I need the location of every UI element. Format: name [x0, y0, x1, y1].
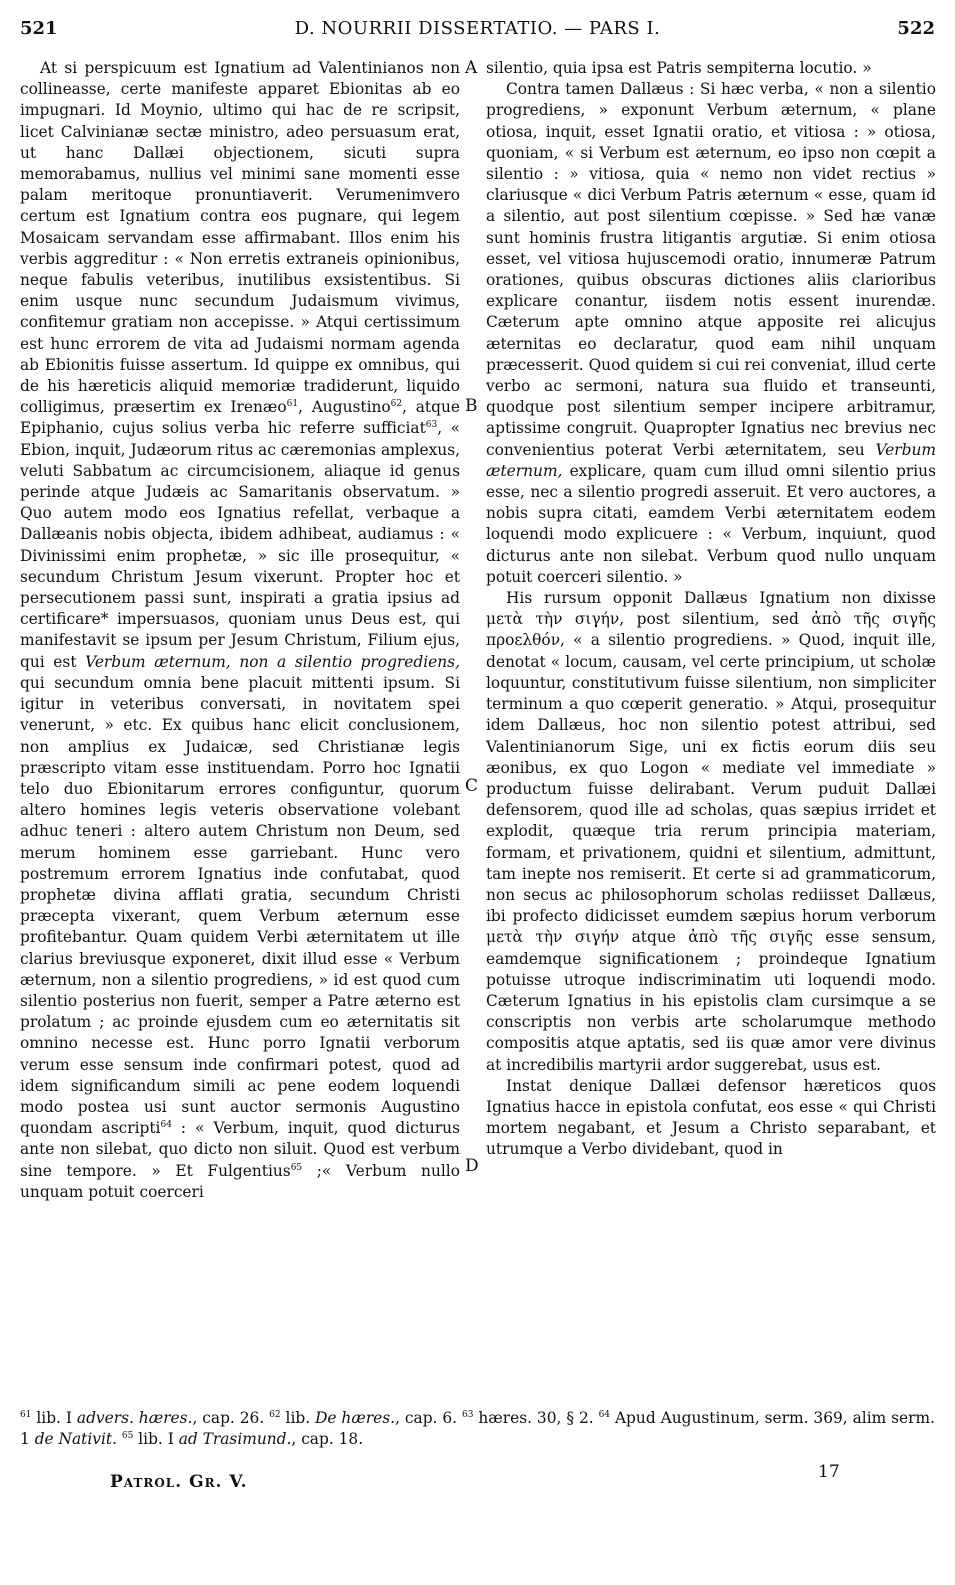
- right-column: [486, 58, 936, 1161]
- right-italic-1: Verbum æternum,: [486, 440, 936, 480]
- footnote-ref-65: 65: [290, 1162, 303, 1173]
- footer-signature-number: 17: [818, 1462, 840, 1482]
- footnote-italic: advers. hæres.: [76, 1409, 193, 1427]
- footnote-italic: De hæres.: [315, 1409, 396, 1427]
- left-text-4: , « Ebion, inquit, Judæorum ritus ac cæremonias amplexus, veluti Sabbatum ac circumcisionem, aliaque id genus perinde atque Judæis ac Samaritanis observatum. » Quo autem modo eos Ignatius refellat, verbaque a Dallæanis nobis objecta, ibidem adhibeat, audiamus : « Divinissimi enim prophetæ, » sic ille prosequitur, « secundum Christum Jesum vixerunt. Propter hoc et persecutionem passi sunt, inspirati a gratia ipsius ad certificare* impersuasos, quoniam unus Deus est, qui manifestavit se ipsum per Jesum Christum, Filium ejus, qui est: [20, 419, 460, 671]
- page-number-right: 522: [897, 18, 935, 39]
- footnote-ref-64: 64: [160, 1120, 172, 1131]
- footnote-text: hæres. 30, § 2.: [473, 1409, 599, 1427]
- right-text-1: silentio, quia ipsa est Patris sempiterna locutio. »: [486, 59, 872, 77]
- right-text-5: post silentium, sed: [636, 610, 799, 629]
- page-number-left: 521: [20, 18, 58, 39]
- footnote-ref-63: 63: [425, 420, 438, 431]
- footnote-italic: ad Trasimund.: [178, 1430, 292, 1448]
- left-paragraph: [20, 58, 460, 1203]
- right-paragraph-2: [486, 79, 936, 588]
- footnote-text: , cap. 26.: [192, 1409, 270, 1427]
- right-paragraph-3: [486, 588, 936, 1076]
- right-text-7: atque: [631, 928, 676, 947]
- running-header: [20, 18, 935, 48]
- right-paragraph-1: [486, 58, 936, 79]
- right-paragraph-4: [486, 1076, 936, 1161]
- footnote-number-61: 61: [20, 1409, 32, 1420]
- left-text-1: At si perspicuum est Ignatium ad Valentinianos non collineasse, certe manifeste apparet Ebionitas ab eo impugnari. Id Moynio, ultimo qui hac de re scripsit, licet Calvinianæ sectæ ministro, adeo persuasum erat, ut hanc Dallæi objectionem, sicuti supra memorabamus, nullius vel minimi sane momenti esse palam meritoque pronuntiaverit. Verumenimvero certum est Ignatium contra eos pugnare, qui legem Mosaicam servandam esse affirmabant. Illos enim his verbis aggreditur : « Non erretis extraneis opinionibus, neque fabulis veteribus, inutilibus exsistentibus. Si enim usque nunc secundum Judaismum vivimus, confitemur gratiam non accepisse. » Atqui certissimum est hunc errorem de vita ad Judaismi normam agenda ab Ebionitis fuisse assertum. Id quippe ex omnibus, qui de his hæreticis aliquid memoriæ tradiderunt, liquido colligimus, præsertim ex Irenæo: [20, 59, 460, 417]
- right-text-3: explicare, quam cum illud omni silentio prius esse, nec a silentio progredi asseruit. Et vero auctores, a nobis supra citati, eamdem Verbi æternitatem eodem loquendi modo explicuere : « Verbum, inquiunt, quod dicturus ante non silebat. Verbum quod nullo unquam potuit coerceri silentio. »: [486, 461, 936, 586]
- footnotes: [20, 1408, 935, 1450]
- greek-phrase-2: ἀπὸ τῆς σιγῆς προελθόν,: [486, 610, 936, 650]
- left-column: [20, 58, 460, 1203]
- footnote-text: lib. I: [31, 1409, 77, 1427]
- footnote-text: , cap. 6.: [395, 1409, 462, 1427]
- left-text-3: , atque Epiphanio, cujus solius verba hic referre sufficiat: [20, 398, 460, 438]
- left-text-7: ;« Verbum nullo unquam potuit coerceri: [20, 1161, 460, 1201]
- footnote-text: lib.: [280, 1409, 316, 1427]
- right-text-2: Contra tamen Dallæus : Si hæc verba, « non a silentio progrediens, » exponunt Verbum æternum, « plane otiosa, inquit, esset Ignatii oratio, et vitiosa : » otiosa, quoniam, « si Verbum est æternum, eo ipso non cœpit a silentio : » vitiosa, quia « nemo non videt rectius » clariusque « dici Verbum Patris æternum « esse, quam id a silentio, aut post silentium cœpisse. » Sed hæ vanæ sunt hominis frustra litigantis argutiæ. Si enim otiosa esset, vel vitiosa hujuscemodi oratio, innumeræ Patrum orationes, quibus obscuras dictiones aliis clarioribus explicare conantur, iisdem notis essent inurendæ. Cæterum apte omnino atque apposite rei alicujus æternitas eo declaratur, quod eam nihil unquam præcesserit. Quod quidem si cui rei conveniat, illud certe verbo ac sermoni, natura sua fluido et transeunti, quodque post silentium semper incipere arbitramur, aptissime congruit. Quapropter Ignatius nec brevius nec convenientius poterat Verbi æternitatem, seu: [486, 80, 936, 459]
- footnote-ref-62: 62: [390, 399, 403, 410]
- left-text-5: qui secundum omnia bene placuit mittenti ipsum. Si igitur in veteribus conversati, in novitatem spei venerunt, » etc. Ex quibus hanc elicit conclusionem, non amplius ex Judaicæ, sed Christianæ legis præscripto vitam esse instituendam. Porro hoc Ignatii telo duo Ebionitarum errores configuntur, quorum altero homines legis veteris observatione volebant adhuc teneri : altero autem Christum non Deum, sed merum hominem esse garriebant. Hunc vero postremum errorem Ignatius inde confutabat, quod prophetæ divina afflati gratia, secundum Christi præcepta vixerant, quem Verbum æternum esse profitebantur. Quam quidem Verbi æternitatem ut ille clarius breviusque exponeret, dixit illud esse « Verbum æternum, non a silentio progrediens, » id est quod cum silentio posterius non fuerit, semper a Patre æterno est prolatum ; ac proinde ejusdem cum eo æternitatis sit omnino necesse est. Hunc porro Ignatii verborum verum esse sensum inde confirmari potest, quod ad idem significandum simili ac pene eodem loquendi modo postea usi sunt auctor sermonis Augustino quondam ascripti: [20, 673, 460, 1138]
- footnote-text: lib. I: [133, 1430, 179, 1448]
- footer-series-label: Patrol. Gr. V.: [110, 1472, 248, 1492]
- greek-phrase-3: μετὰ τὴν σιγήν: [486, 928, 620, 947]
- right-text-9: Instat denique Dallæi defensor hæreticos quos Ignatius hacce in epistola confutat, eos esse « qui Christi mortem negabant, et Jesum a Christo separabant, et utrumque a Verbo dividebant, quod in: [486, 1076, 936, 1159]
- footnote-number-64: 64: [598, 1409, 611, 1420]
- margin-marker-a: A: [465, 58, 478, 78]
- footnote-number-65: 65: [121, 1430, 134, 1441]
- left-text-6: : « Verbum, inquit, quod dicturus ante non silebat, quo dicto non siluit. Quod est verbum sine tempore. » Et Fulgentius: [20, 1119, 460, 1180]
- right-text-4: His rursum opponit Dallæus Ignatium non dixisse: [506, 589, 936, 608]
- left-italic-1: Verbum æternum, non a silentio progrediens,: [85, 652, 460, 671]
- footnote-ref-61: 61: [286, 399, 299, 410]
- footnote-number-63: 63: [461, 1409, 474, 1420]
- right-text-6: « a silentio progrediens. » Quod, inquit ille, denotat « locum, causam, vel certe principium, ut scholæ loquuntur, constitutivum fuisse silentium, non simpliciter terminum a quo cœperit generatio. » Atqui, prosequitur idem Dallæus, hoc non silentio potest attribui, sed Valentinianorum Sige, uni ex fictis eorum diis seu æonibus, ex quo Logon « mediate vel immediate » productum fuisse delirabant. Verum puduit Dallæi defensorem, quod ille ad scholas, quas sæpius irridet et explodit, quæque tria rerum principia materiam, formam, et privationem, quidni et silentium, admittunt, tam inepte nos remiserit. Et certe si ad grammaticorum, non secus ac philosophorum scholas rediisset Dallæus, ibi profecto didicisset eumdem sæpius horum verborum: [486, 631, 936, 926]
- margin-marker-d: D: [465, 1156, 479, 1176]
- footnote-number-62: 62: [269, 1409, 281, 1420]
- footnote-text: Apud Augustinum, serm. 369, alim serm. 1: [20, 1409, 935, 1448]
- running-title: D. NOURRII DISSERTATIO. — PARS I.: [294, 18, 661, 39]
- margin-marker-b: B: [465, 396, 478, 416]
- left-text-2: , Augustino: [298, 398, 391, 417]
- footnote-italic: de Nativit.: [34, 1430, 117, 1448]
- margin-marker-c: C: [465, 776, 479, 796]
- greek-phrase-4: ἀπὸ τῆς σιγῆς: [688, 928, 813, 947]
- footnote-text: , cap. 18.: [291, 1430, 364, 1448]
- right-text-8: esse sensum, eamdemque significationem ; proindeque Ignatium potuisse utroque indiscriminatim uti loquendi modo. Cæterum Ignatius in his epistolis clam cursimque a se conscriptis non verbis arte scholarumque methodo compositis atque aptatis, sed iis quæ amor vere divinus at incredibilis martyrii ardor suggerebat, usus est.: [486, 928, 936, 1074]
- greek-phrase-1: μετὰ τὴν σιγήν,: [486, 610, 625, 629]
